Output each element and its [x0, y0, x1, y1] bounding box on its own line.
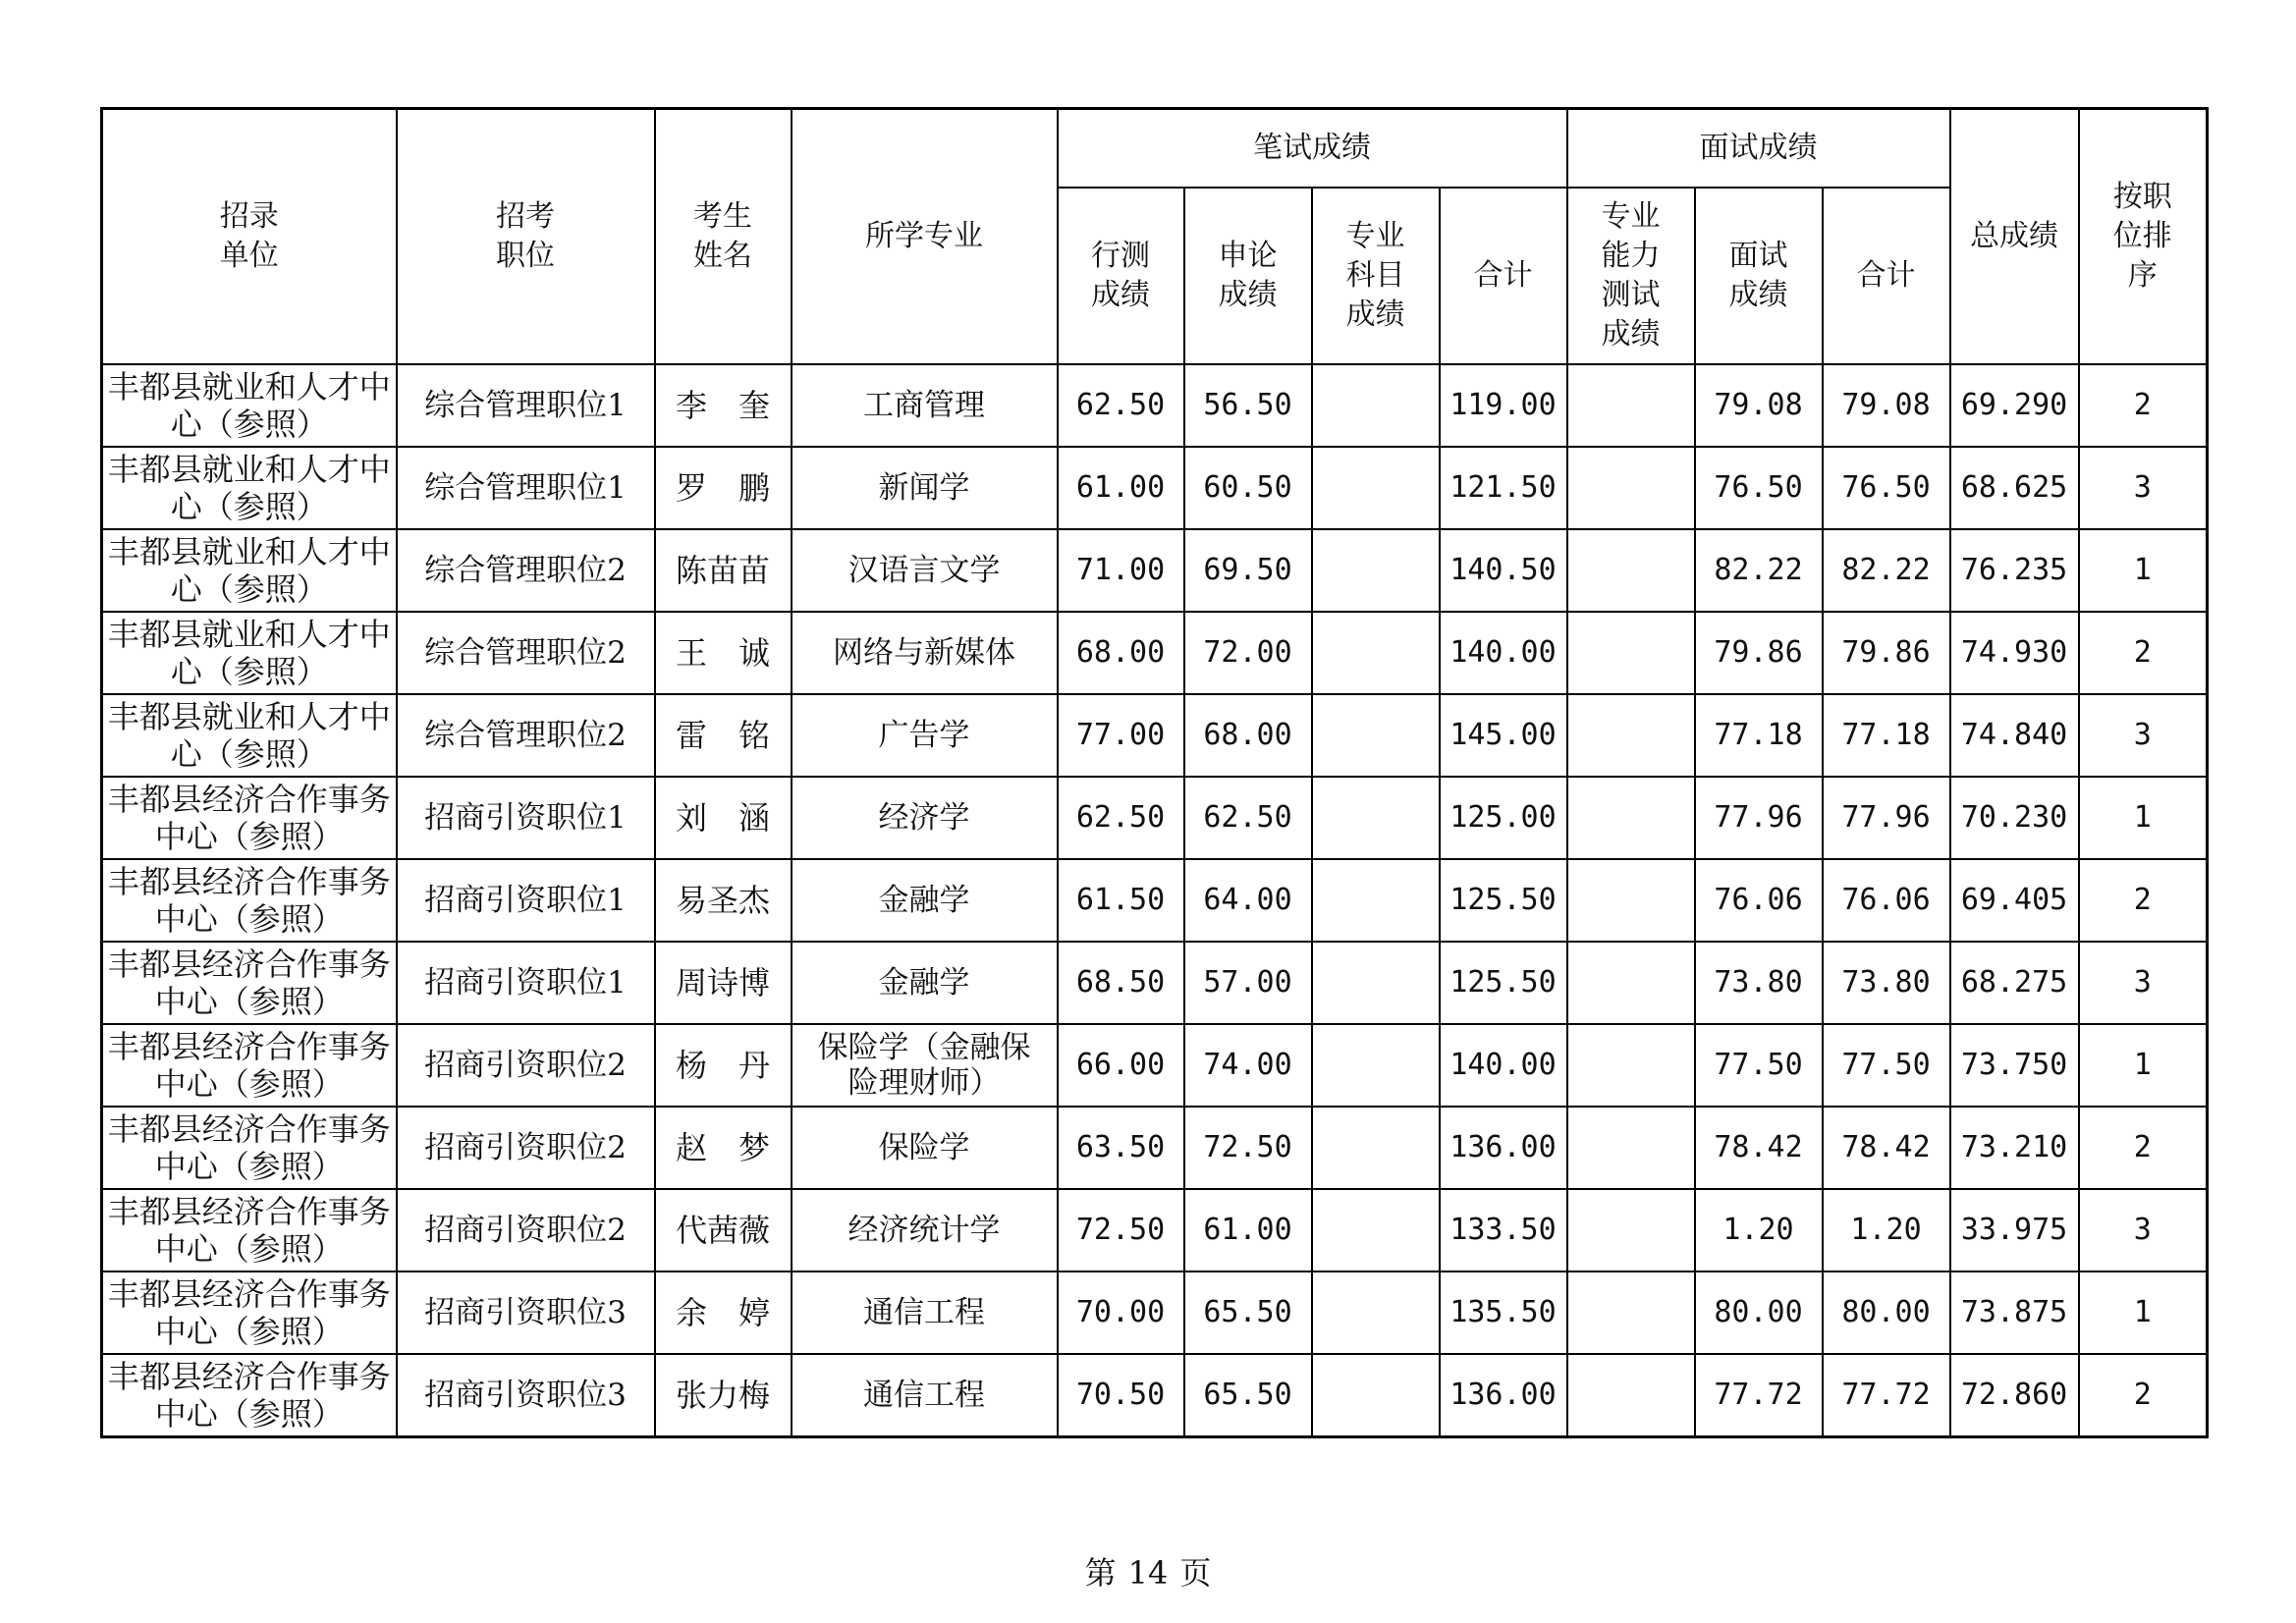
cell-position: 综合管理职位2: [397, 694, 655, 777]
cell-ability: [1567, 1271, 1695, 1354]
cell-overall: 73.210: [1950, 1107, 2079, 1189]
cell-unit: 丰都县就业和人才中心（参照）: [102, 529, 397, 612]
cell-name: 雷 铭: [655, 694, 792, 777]
cell-rank: 1: [2079, 529, 2208, 612]
cell-xingce: 77.00: [1058, 694, 1184, 777]
cell-special: [1312, 777, 1440, 859]
cell-name: 赵 梦: [655, 1107, 792, 1189]
header-interview-group-text: 面试成绩: [1699, 130, 1818, 165]
table-row: [102, 859, 2208, 942]
cell-shenlun: 62.50: [1184, 777, 1312, 859]
cell-unit: 丰都县经济合作事务中心（参照）: [102, 1024, 397, 1107]
header-rank-text: 按职位排序: [2112, 179, 2172, 293]
cell-ability: [1567, 612, 1695, 694]
cell-shenlun: 65.50: [1184, 1354, 1312, 1437]
cell-interview-total: 78.42: [1823, 1107, 1950, 1189]
cell-interview-total: 73.80: [1823, 942, 1950, 1024]
cell-ability: [1567, 1354, 1695, 1437]
cell-written-total: 125.50: [1440, 859, 1567, 942]
cell-xingce: 66.00: [1058, 1024, 1184, 1107]
cell-position: 招商引资职位3: [397, 1271, 655, 1354]
cell-ability: [1567, 447, 1695, 529]
cell-shenlun: 72.50: [1184, 1107, 1312, 1189]
cell-major: 保险学（金融保险理财师）: [792, 1024, 1058, 1107]
cell-name: 易圣杰: [655, 859, 792, 942]
cell-unit: 丰都县就业和人才中心（参照）: [102, 364, 397, 447]
header-interview-ability: [1567, 188, 1695, 364]
cell-rank: 1: [2079, 1271, 2208, 1354]
cell-interview-total: 77.18: [1823, 694, 1950, 777]
cell-written-total: 125.00: [1440, 777, 1567, 859]
cell-ability: [1567, 1189, 1695, 1271]
table-row: [102, 1107, 2208, 1189]
table-row: [102, 1354, 2208, 1437]
header-written-group: [1058, 109, 1567, 188]
cell-name: 张力梅: [655, 1354, 792, 1437]
cell-position: 招商引资职位3: [397, 1354, 655, 1437]
header-interview-group: [1567, 109, 1950, 188]
cell-unit: 丰都县就业和人才中心（参照）: [102, 447, 397, 529]
header-written-total: [1440, 188, 1567, 364]
header-written-group-text: 笔试成绩: [1253, 130, 1371, 165]
cell-rank: 2: [2079, 1107, 2208, 1189]
cell-interview-total: 77.72: [1823, 1354, 1950, 1437]
cell-name: 罗 鹏: [655, 447, 792, 529]
cell-rank: 3: [2079, 942, 2208, 1024]
header-written-xingce-text: 行测成绩: [1091, 238, 1150, 312]
header-major-text: 所学专业: [865, 218, 983, 253]
cell-interview-total: 80.00: [1823, 1271, 1950, 1354]
cell-xingce: 68.00: [1058, 612, 1184, 694]
cell-interview: 78.42: [1695, 1107, 1823, 1189]
cell-interview-total: 77.50: [1823, 1024, 1950, 1107]
cell-interview-total: 76.06: [1823, 859, 1950, 942]
header-interview-total-text: 合计: [1856, 257, 1916, 293]
cell-major: 工商管理: [792, 364, 1058, 447]
table-row: [102, 364, 2208, 447]
cell-rank: 2: [2079, 859, 2208, 942]
cell-rank: 3: [2079, 694, 2208, 777]
cell-position: 招商引资职位1: [397, 777, 655, 859]
table-row: [102, 942, 2208, 1024]
cell-interview-total: 77.96: [1823, 777, 1950, 859]
cell-xingce: 62.50: [1058, 364, 1184, 447]
cell-xingce: 61.50: [1058, 859, 1184, 942]
header-interview-score: [1695, 188, 1823, 364]
cell-name: 周诗博: [655, 942, 792, 1024]
header-written-shenlun-text: 申论成绩: [1218, 238, 1278, 312]
cell-written-total: 119.00: [1440, 364, 1567, 447]
header-interview-total: [1823, 188, 1950, 364]
cell-overall: 74.840: [1950, 694, 2079, 777]
cell-major: 金融学: [792, 859, 1058, 942]
header-unit: [102, 109, 397, 364]
cell-position: 招商引资职位1: [397, 942, 655, 1024]
cell-major: 广告学: [792, 694, 1058, 777]
cell-interview: 77.18: [1695, 694, 1823, 777]
cell-position: 招商引资职位2: [397, 1024, 655, 1107]
cell-xingce: 68.50: [1058, 942, 1184, 1024]
cell-unit: 丰都县经济合作事务中心（参照）: [102, 942, 397, 1024]
cell-name: 刘 涵: [655, 777, 792, 859]
cell-interview: 79.86: [1695, 612, 1823, 694]
cell-major: 经济统计学: [792, 1189, 1058, 1271]
cell-unit: 丰都县经济合作事务中心（参照）: [102, 777, 397, 859]
cell-rank: 3: [2079, 447, 2208, 529]
cell-shenlun: 57.00: [1184, 942, 1312, 1024]
table-row: [102, 612, 2208, 694]
cell-special: [1312, 859, 1440, 942]
cell-unit: 丰都县经济合作事务中心（参照）: [102, 1107, 397, 1189]
cell-ability: [1567, 364, 1695, 447]
cell-written-total: 145.00: [1440, 694, 1567, 777]
cell-overall: 72.860: [1950, 1354, 2079, 1437]
cell-major: 通信工程: [792, 1354, 1058, 1437]
cell-written-total: 121.50: [1440, 447, 1567, 529]
header-written-xingce: [1058, 188, 1184, 364]
cell-rank: 1: [2079, 1024, 2208, 1107]
cell-overall: 33.975: [1950, 1189, 2079, 1271]
cell-overall: 74.930: [1950, 612, 2079, 694]
cell-special: [1312, 1189, 1440, 1271]
cell-ability: [1567, 859, 1695, 942]
table-row: [102, 1271, 2208, 1354]
cell-special: [1312, 942, 1440, 1024]
cell-xingce: 72.50: [1058, 1189, 1184, 1271]
cell-overall: 68.625: [1950, 447, 2079, 529]
header-written-special: [1312, 188, 1440, 364]
cell-major: 网络与新媒体: [792, 612, 1058, 694]
cell-special: [1312, 694, 1440, 777]
header-major: [792, 109, 1058, 364]
cell-ability: [1567, 777, 1695, 859]
cell-written-total: 136.00: [1440, 1354, 1567, 1437]
page-footer-prefix: 第: [1084, 1554, 1117, 1592]
cell-overall: 73.875: [1950, 1271, 2079, 1354]
cell-rank: 2: [2079, 364, 2208, 447]
table-row: [102, 1024, 2208, 1107]
cell-name: 陈苗苗: [655, 529, 792, 612]
cell-shenlun: 65.50: [1184, 1271, 1312, 1354]
cell-ability: [1567, 942, 1695, 1024]
table-row: [102, 447, 2208, 529]
header-interview-score-text: 面试成绩: [1728, 238, 1788, 312]
cell-name: 王 诚: [655, 612, 792, 694]
cell-major: 保险学: [792, 1107, 1058, 1189]
cell-xingce: 61.00: [1058, 447, 1184, 529]
cell-written-total: 140.50: [1440, 529, 1567, 612]
header-position-text: 招考职位: [496, 198, 555, 273]
cell-written-total: 133.50: [1440, 1189, 1567, 1271]
cell-overall: 73.750: [1950, 1024, 2079, 1107]
cell-special: [1312, 1024, 1440, 1107]
cell-interview: 79.08: [1695, 364, 1823, 447]
cell-special: [1312, 1271, 1440, 1354]
cell-shenlun: 56.50: [1184, 364, 1312, 447]
cell-overall: 76.235: [1950, 529, 2079, 612]
score-table-body: [102, 364, 2208, 1437]
cell-position: 招商引资职位2: [397, 1107, 655, 1189]
cell-interview: 77.50: [1695, 1024, 1823, 1107]
cell-special: [1312, 612, 1440, 694]
cell-written-total: 135.50: [1440, 1271, 1567, 1354]
cell-overall: 70.230: [1950, 777, 2079, 859]
cell-ability: [1567, 1024, 1695, 1107]
page-footer: [0, 1553, 2296, 1593]
cell-unit: 丰都县经济合作事务中心（参照）: [102, 1354, 397, 1437]
cell-interview-total: 82.22: [1823, 529, 1950, 612]
cell-interview: 1.20: [1695, 1189, 1823, 1271]
cell-name: 杨 丹: [655, 1024, 792, 1107]
cell-rank: 2: [2079, 612, 2208, 694]
cell-shenlun: 60.50: [1184, 447, 1312, 529]
score-table: [100, 107, 2209, 1438]
cell-position: 招商引资职位2: [397, 1189, 655, 1271]
cell-position: 综合管理职位2: [397, 612, 655, 694]
cell-interview: 76.50: [1695, 447, 1823, 529]
cell-interview: 73.80: [1695, 942, 1823, 1024]
cell-special: [1312, 1107, 1440, 1189]
cell-major: 通信工程: [792, 1271, 1058, 1354]
cell-special: [1312, 1354, 1440, 1437]
header-written-special-text: 专业科目成绩: [1345, 218, 1405, 332]
cell-interview: 80.00: [1695, 1271, 1823, 1354]
cell-written-total: 125.50: [1440, 942, 1567, 1024]
cell-unit: 丰都县经济合作事务中心（参照）: [102, 859, 397, 942]
cell-special: [1312, 529, 1440, 612]
cell-name: 李 奎: [655, 364, 792, 447]
cell-major: 经济学: [792, 777, 1058, 859]
cell-shenlun: 64.00: [1184, 859, 1312, 942]
cell-unit: 丰都县经济合作事务中心（参照）: [102, 1189, 397, 1271]
header-interview-ability-text: 专业能力测试成绩: [1601, 198, 1661, 352]
cell-rank: 2: [2079, 1354, 2208, 1437]
cell-xingce: 70.50: [1058, 1354, 1184, 1437]
page-number: 14: [1127, 1554, 1169, 1592]
cell-interview-total: 79.86: [1823, 612, 1950, 694]
cell-position: 招商引资职位1: [397, 859, 655, 942]
cell-shenlun: 68.00: [1184, 694, 1312, 777]
cell-written-total: 140.00: [1440, 612, 1567, 694]
cell-interview: 76.06: [1695, 859, 1823, 942]
header-overall: [1950, 109, 2079, 364]
page-footer-suffix: 页: [1179, 1554, 1212, 1592]
cell-written-total: 136.00: [1440, 1107, 1567, 1189]
cell-name: 余 婷: [655, 1271, 792, 1354]
header-name: [655, 109, 792, 364]
cell-major: 金融学: [792, 942, 1058, 1024]
cell-shenlun: 69.50: [1184, 529, 1312, 612]
cell-interview-total: 1.20: [1823, 1189, 1950, 1271]
cell-overall: 69.405: [1950, 859, 2079, 942]
cell-xingce: 62.50: [1058, 777, 1184, 859]
table-row: [102, 529, 2208, 612]
cell-interview: 82.22: [1695, 529, 1823, 612]
table-row: [102, 694, 2208, 777]
header-position: [397, 109, 655, 364]
header-written-shenlun: [1184, 188, 1312, 364]
cell-unit: 丰都县就业和人才中心（参照）: [102, 612, 397, 694]
cell-position: 综合管理职位1: [397, 364, 655, 447]
cell-interview-total: 79.08: [1823, 364, 1950, 447]
cell-name: 代茜薇: [655, 1189, 792, 1271]
cell-interview: 77.72: [1695, 1354, 1823, 1437]
table-row: [102, 1189, 2208, 1271]
header-overall-text: 总成绩: [1970, 218, 2059, 253]
table-row: [102, 777, 2208, 859]
cell-shenlun: 61.00: [1184, 1189, 1312, 1271]
cell-shenlun: 74.00: [1184, 1024, 1312, 1107]
cell-xingce: 70.00: [1058, 1271, 1184, 1354]
header-rank: [2079, 109, 2208, 364]
cell-unit: 丰都县经济合作事务中心（参照）: [102, 1271, 397, 1354]
cell-ability: [1567, 1107, 1695, 1189]
cell-written-total: 140.00: [1440, 1024, 1567, 1107]
cell-overall: 68.275: [1950, 942, 2079, 1024]
cell-interview: 77.96: [1695, 777, 1823, 859]
header-name-text: 考生姓名: [693, 198, 752, 273]
cell-ability: [1567, 529, 1695, 612]
cell-shenlun: 72.00: [1184, 612, 1312, 694]
cell-position: 综合管理职位2: [397, 529, 655, 612]
cell-interview-total: 76.50: [1823, 447, 1950, 529]
cell-xingce: 63.50: [1058, 1107, 1184, 1189]
cell-xingce: 71.00: [1058, 529, 1184, 612]
cell-rank: 1: [2079, 777, 2208, 859]
cell-special: [1312, 364, 1440, 447]
cell-major: 新闻学: [792, 447, 1058, 529]
cell-unit: 丰都县就业和人才中心（参照）: [102, 694, 397, 777]
header-unit-text: 招录单位: [219, 198, 279, 273]
cell-ability: [1567, 694, 1695, 777]
cell-special: [1312, 447, 1440, 529]
cell-major: 汉语言文学: [792, 529, 1058, 612]
cell-position: 综合管理职位1: [397, 447, 655, 529]
cell-overall: 69.290: [1950, 364, 2079, 447]
cell-rank: 3: [2079, 1189, 2208, 1271]
header-written-total-text: 合计: [1473, 257, 1533, 293]
